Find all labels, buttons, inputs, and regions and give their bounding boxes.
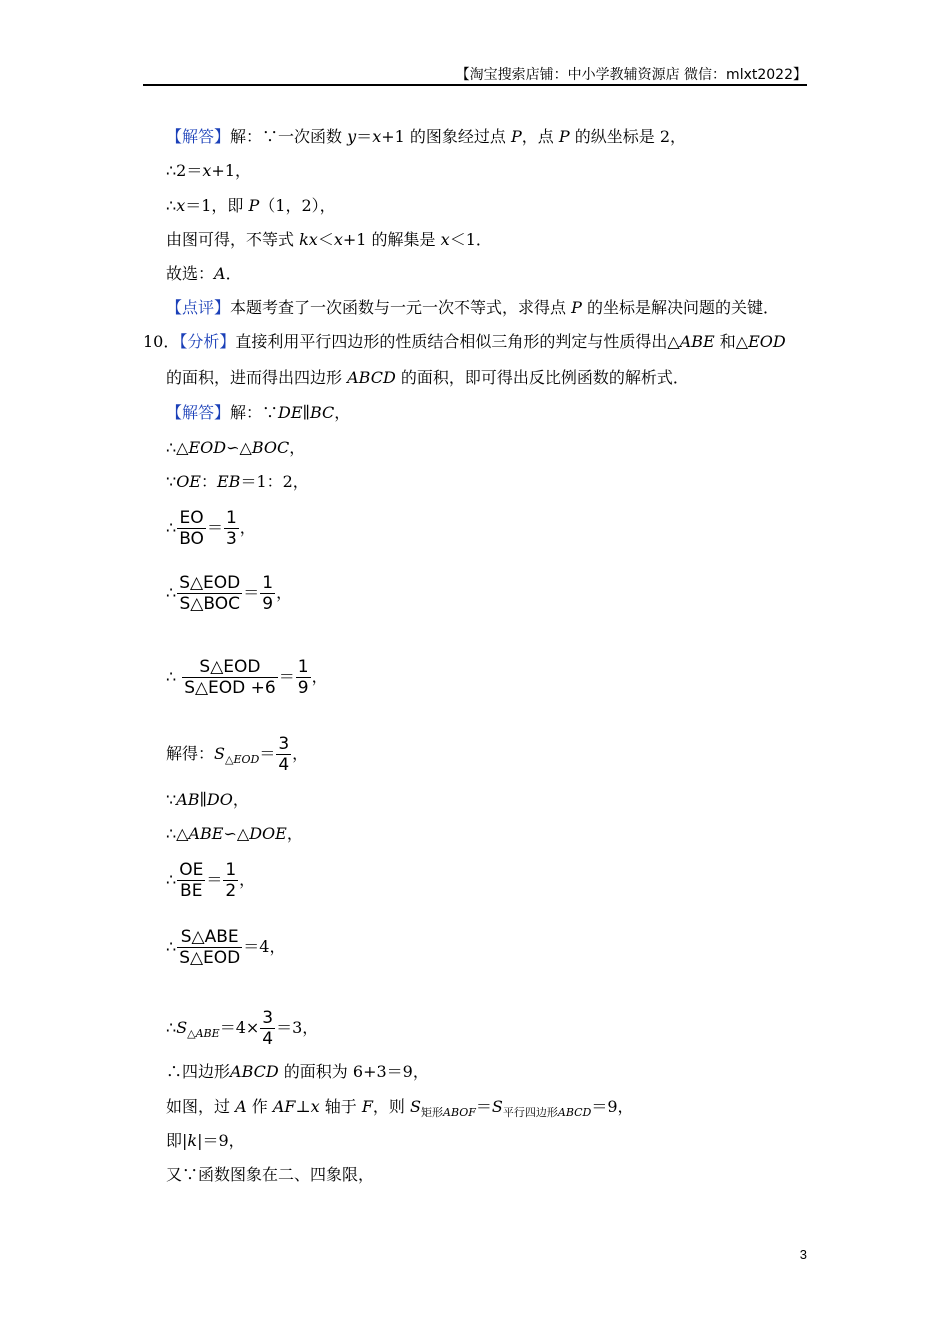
math-var: x <box>372 127 382 146</box>
numerator: 3 <box>262 1008 274 1028</box>
header-rule <box>143 84 807 86</box>
denominator: 3 <box>225 529 237 549</box>
subscript: 平行四边形 <box>502 1106 558 1119</box>
q9-answer-line1 <box>166 127 686 147</box>
q10-step3 <box>166 472 309 492</box>
subscript: 矩形 <box>421 1106 443 1119</box>
text: ∴△ <box>166 438 189 457</box>
fraction <box>224 508 239 549</box>
numerator: 1 <box>262 573 274 593</box>
math-var: P <box>571 298 582 317</box>
text: 的纵坐标是 2， <box>574 127 687 146</box>
text: 和△ <box>719 332 749 351</box>
denominator: 9 <box>297 678 309 698</box>
text: ＝ <box>243 583 260 602</box>
q10-step4 <box>166 508 256 549</box>
numerator: S△EOD <box>179 573 241 593</box>
text: ∴△ <box>166 824 189 843</box>
q10-step11 <box>166 927 285 968</box>
q9-review-line <box>166 298 779 318</box>
math-var: F <box>361 1097 373 1116</box>
text: 的面积，即可得出反比例函数的解析式． <box>400 368 689 387</box>
text: +1 的图象经过点 <box>381 127 506 146</box>
math-var: x <box>310 1097 320 1116</box>
text: ∽△ <box>226 438 252 457</box>
text: ＝ <box>206 870 223 889</box>
analysis-tag: 【分析】 <box>179 332 236 351</box>
text: ＜1． <box>449 230 492 249</box>
text: ， <box>239 518 256 537</box>
text: ＝ <box>278 667 295 686</box>
text: ∽△ <box>223 824 250 843</box>
text: ∴四边形 <box>166 1062 231 1081</box>
q9-answer-line5 <box>166 264 242 284</box>
text: ＝ <box>475 1097 492 1116</box>
text: 即| <box>166 1131 188 1150</box>
text: ∵ <box>166 790 177 809</box>
math-var: x <box>440 230 450 249</box>
q10-step5 <box>166 573 292 614</box>
text: ，则 <box>372 1097 405 1116</box>
review-tag: 【点评】 <box>166 298 231 317</box>
q10-answer-line1 <box>166 403 350 423</box>
text: ． <box>225 264 242 283</box>
denominator: S△EOD +6 <box>184 678 276 698</box>
math-var: ABCD <box>347 368 396 387</box>
denominator: 4 <box>278 755 290 775</box>
text: ∴ <box>166 667 177 686</box>
math-var: BOC <box>251 438 290 457</box>
text: ∴ <box>166 870 177 889</box>
math-var: A <box>235 1097 247 1116</box>
math-var: k <box>187 1131 198 1150</box>
denominator: S△BOC <box>179 594 240 614</box>
text: （1，2）， <box>259 196 336 215</box>
subscript: ABCD <box>557 1106 592 1119</box>
numerator: S△ABE <box>180 927 239 947</box>
math-var: ABE <box>679 332 715 351</box>
page-number: 3 <box>799 1247 807 1262</box>
text: +1， <box>211 161 251 180</box>
math-var: DOE <box>249 824 287 843</box>
math-var: S <box>410 1097 421 1116</box>
text: ＝4， <box>243 937 286 956</box>
q10-step15 <box>166 1131 245 1151</box>
text: ＝4× <box>219 1018 260 1037</box>
q10-step14 <box>166 1097 634 1123</box>
text: ： <box>200 472 217 491</box>
text: ∴ <box>166 583 177 602</box>
text: ∴ <box>166 196 177 215</box>
numerator: EO <box>179 508 204 528</box>
q10-step8 <box>166 790 249 810</box>
text: ＝1：2， <box>240 472 309 491</box>
fraction <box>276 734 291 775</box>
subscript: △EOD <box>224 753 260 766</box>
q9-answer-line2 <box>166 161 251 181</box>
text: ， <box>292 744 309 763</box>
numerator: 3 <box>278 734 290 754</box>
text: ∥ <box>302 403 310 422</box>
math-var: EB <box>217 472 241 491</box>
text: 解得： <box>166 744 215 763</box>
math-var: DO <box>206 790 233 809</box>
fraction <box>223 860 238 901</box>
text: ∴2＝ <box>166 161 203 180</box>
text: ， <box>311 667 328 686</box>
numerator: S△EOD <box>199 657 261 677</box>
math-var: BC <box>309 403 335 422</box>
text: ∴ <box>166 518 177 537</box>
text: |＝9， <box>197 1131 245 1150</box>
math-var: x <box>333 230 343 249</box>
text: ＝ <box>259 744 276 763</box>
subscript: ABOF <box>443 1106 476 1119</box>
fraction <box>177 927 242 968</box>
q10-analysis-line1 <box>143 332 786 352</box>
text: ＜ <box>317 230 334 249</box>
denominator: 2 <box>225 881 237 901</box>
text: ， <box>276 583 293 602</box>
q10-step6 <box>166 657 328 698</box>
text: ∴ <box>166 1018 177 1037</box>
q10-step13 <box>166 1062 429 1082</box>
math-var: ABCD <box>230 1062 279 1081</box>
q10-step10 <box>166 860 255 901</box>
numerator: 1 <box>297 657 309 677</box>
text: 解：∵ <box>230 403 279 422</box>
math-var: DE <box>278 403 303 422</box>
math-var: P <box>511 127 522 146</box>
math-var: OE <box>176 472 201 491</box>
answer-tag: 【解答】 <box>166 127 231 146</box>
math-var: S <box>176 1018 188 1037</box>
math-var: kx <box>299 230 318 249</box>
q9-answer-line3 <box>166 196 336 216</box>
fraction <box>177 573 242 614</box>
text: 由图可得，不等式 <box>166 230 295 249</box>
text: ， <box>232 790 249 809</box>
math-var: EOD <box>748 332 786 351</box>
math-var: S <box>491 1097 503 1116</box>
text: ∥ <box>199 790 207 809</box>
q10-step12 <box>166 1008 318 1049</box>
text: 作 <box>251 1097 268 1116</box>
text: 的坐标是解决问题的关键． <box>586 298 779 317</box>
denominator: S△EOD <box>179 948 241 968</box>
fraction <box>177 860 205 901</box>
math-var: x <box>176 196 186 215</box>
text: ＝9， <box>591 1097 634 1116</box>
q10-step16 <box>166 1165 374 1185</box>
fraction <box>260 573 275 614</box>
numerator: OE <box>179 860 204 880</box>
text: 解：∵一次函数 <box>230 127 343 146</box>
answer-choice: A <box>214 264 226 283</box>
q10-step2 <box>166 438 305 458</box>
math-var: EOD <box>188 438 227 457</box>
math-var: x <box>202 161 212 180</box>
text: ＝3， <box>276 1018 319 1037</box>
denominator: 4 <box>262 1029 274 1049</box>
fraction <box>260 1008 275 1049</box>
q10-step9 <box>166 824 303 844</box>
text: 本题考查了一次函数与一元一次不等式，求得点 <box>230 298 567 317</box>
text: 故选： <box>166 264 215 283</box>
math-var: y <box>347 127 357 146</box>
answer-tag: 【解答】 <box>166 403 231 422</box>
math-var: AB <box>176 790 200 809</box>
math-var: P <box>558 127 570 146</box>
text: ， <box>286 824 303 843</box>
text: 直接利用平行四边形的性质结合相似三角形的判定与性质得出△ <box>235 332 680 351</box>
numerator: 1 <box>225 860 237 880</box>
numerator: 1 <box>225 508 237 528</box>
subscript: △ABE <box>187 1027 220 1040</box>
question-number: 10． <box>143 332 180 351</box>
denominator: BO <box>179 529 204 549</box>
text: ∴ <box>166 937 177 956</box>
text: 的面积，进而得出四边形 <box>166 368 343 387</box>
fraction <box>182 657 278 698</box>
math-var: S <box>214 744 225 763</box>
q10-step7 <box>166 734 308 775</box>
q9-answer-line4 <box>166 230 492 250</box>
math-var: P <box>248 196 260 215</box>
text: +1 的解集是 <box>342 230 436 249</box>
text: 如图，过 <box>166 1097 231 1116</box>
fraction <box>177 508 206 549</box>
math-var: AF <box>272 1097 296 1116</box>
denominator: 9 <box>262 594 274 614</box>
text: ，点 <box>521 127 554 146</box>
text: ⊥ <box>295 1097 311 1116</box>
fraction <box>296 657 311 698</box>
q10-analysis-line2 <box>166 368 689 388</box>
text: ＝ <box>206 518 223 537</box>
text: ＝ <box>356 127 373 146</box>
text: 的面积为 6+3＝9， <box>283 1062 429 1081</box>
text: 又∵函数图象在二、四象限， <box>166 1165 375 1184</box>
text: ∵ <box>166 472 177 491</box>
text: ＝1，即 <box>185 196 244 215</box>
header-text: 【淘宝搜索店铺：中小学教辅资源店 微信：mlxt2022】 <box>455 67 807 83</box>
denominator: BE <box>180 881 203 901</box>
text: 轴于 <box>324 1097 357 1116</box>
math-var: ABE <box>188 824 224 843</box>
text: ， <box>334 403 351 422</box>
text: ， <box>289 438 306 457</box>
text: ， <box>239 870 256 889</box>
